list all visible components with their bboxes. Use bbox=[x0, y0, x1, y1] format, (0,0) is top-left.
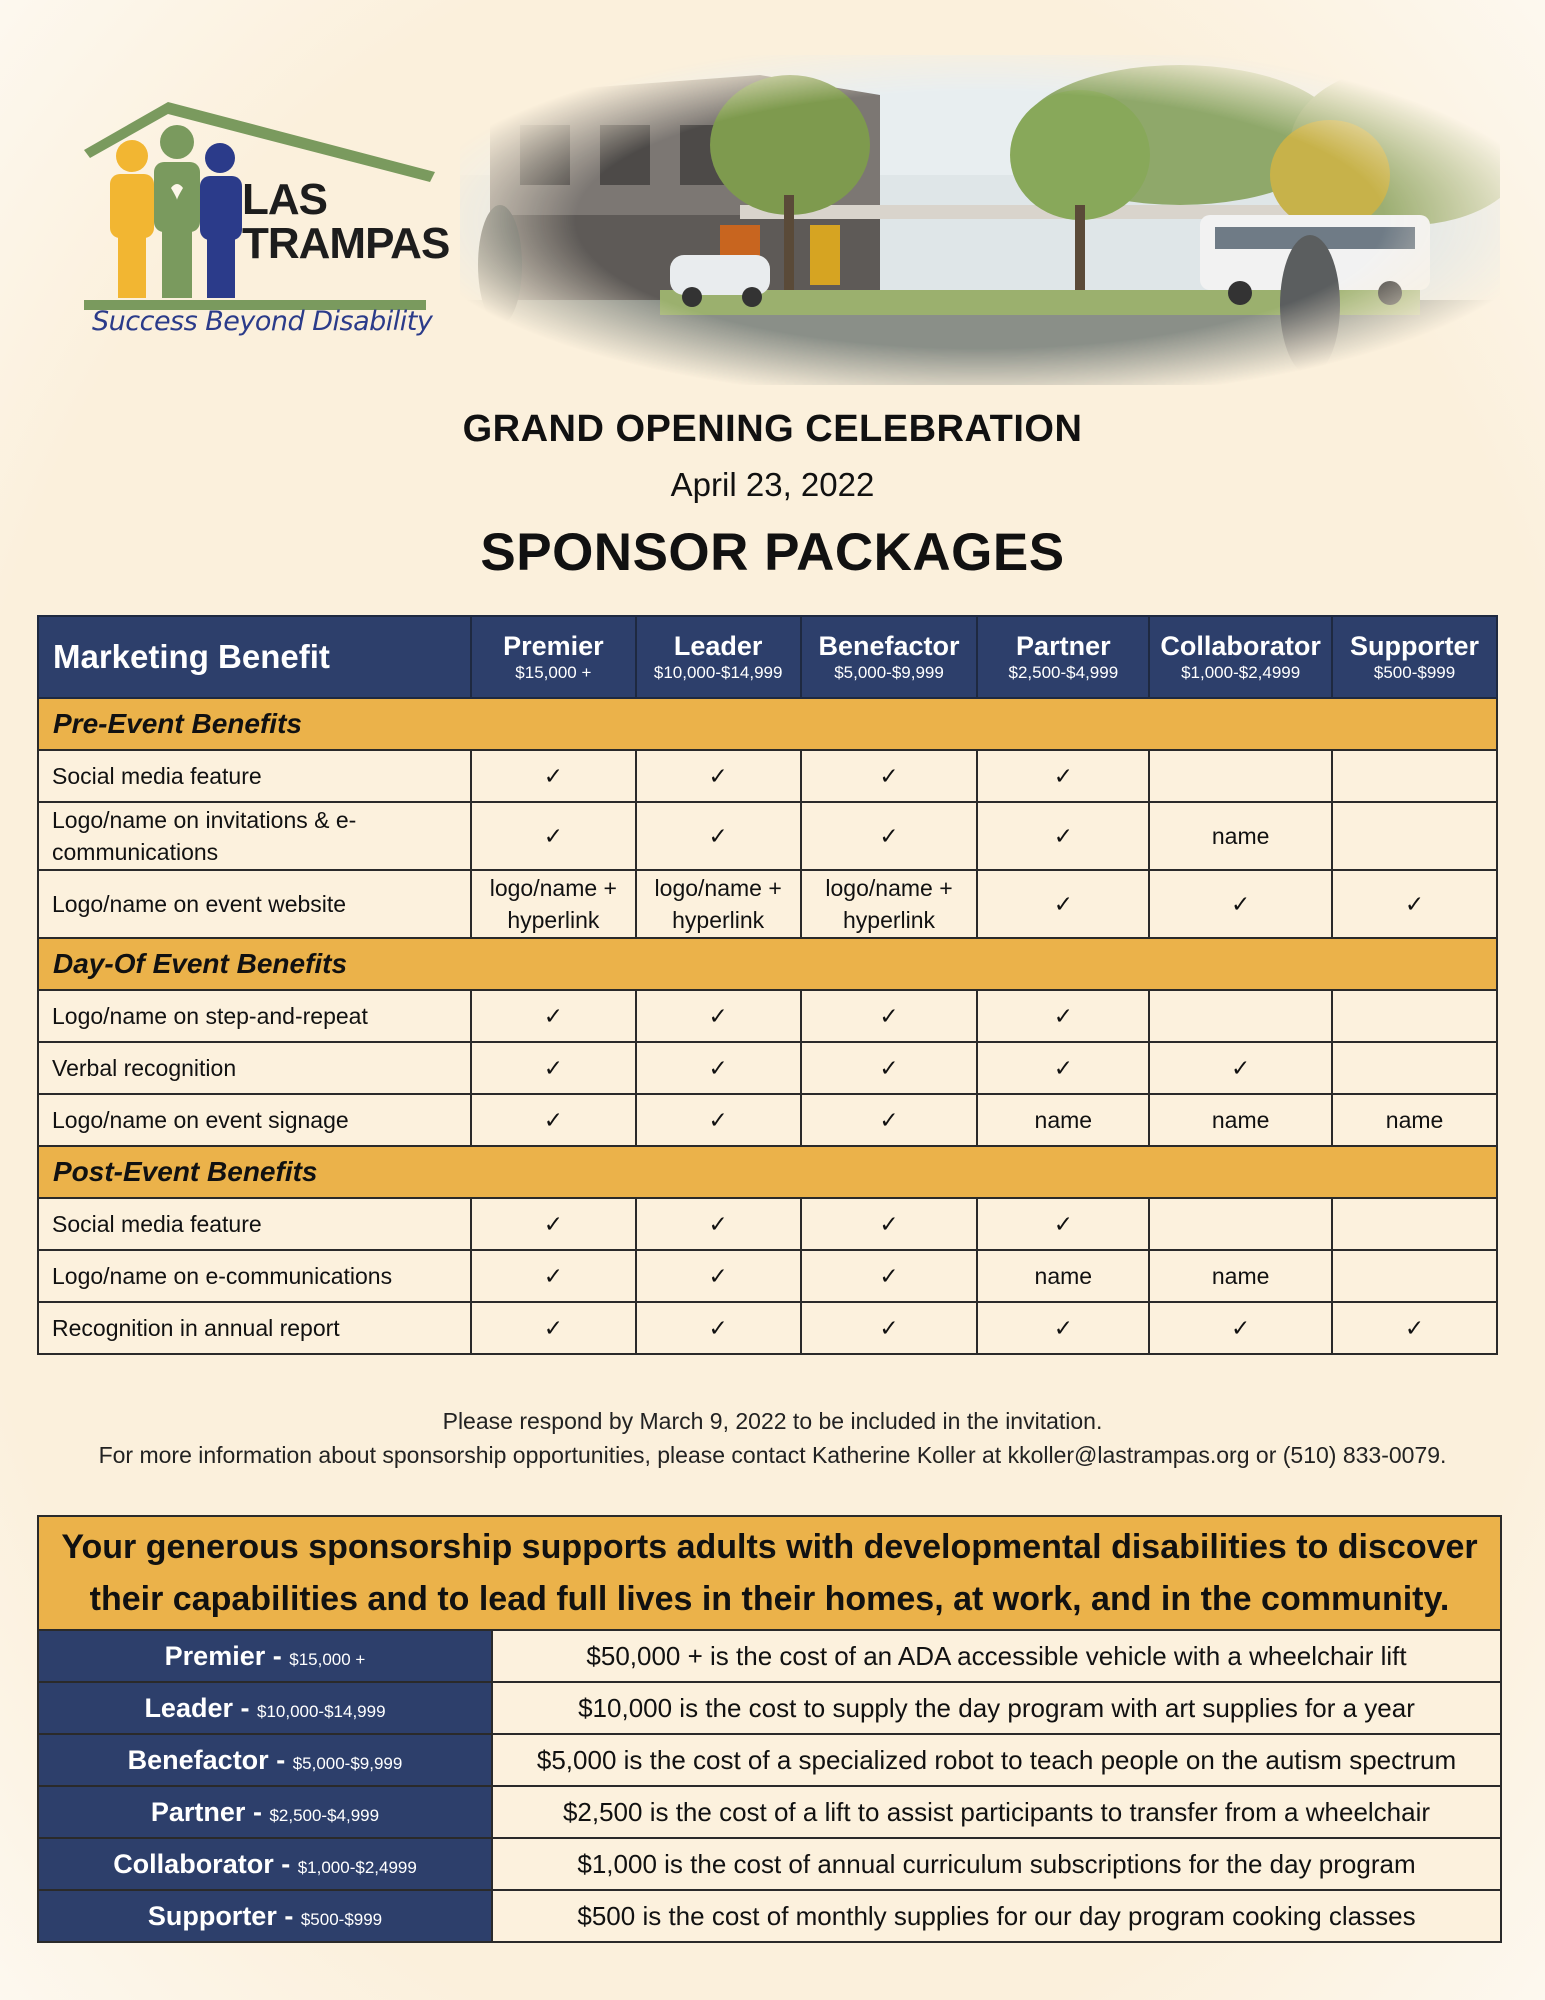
section-title: Post-Event Benefits bbox=[38, 1146, 1497, 1198]
benefit-label: Social media feature bbox=[38, 750, 471, 802]
table-cell: ✓ bbox=[801, 990, 978, 1042]
table-cell: ✓ bbox=[801, 1094, 978, 1146]
table-row bbox=[39, 1890, 1500, 1941]
building-photo bbox=[460, 55, 1500, 385]
table-cell bbox=[1332, 1198, 1497, 1250]
tier-price: $5,000-$9,999 bbox=[292, 1753, 403, 1773]
table-cell: ✓ bbox=[977, 1302, 1149, 1354]
benefit-label: Logo/name on event signage bbox=[38, 1094, 471, 1146]
benefit-label: Logo/name on e-communications bbox=[38, 1250, 471, 1302]
event-title: GRAND OPENING CELEBRATION bbox=[462, 408, 1083, 450]
table-row bbox=[39, 1734, 1500, 1786]
benefit-label: Social media feature bbox=[38, 1198, 471, 1250]
table-cell: ✓ bbox=[977, 870, 1149, 938]
table-cell: ✓ bbox=[801, 802, 978, 870]
impact-description: $500 is the cost of monthly supplies for our day program cooking classes bbox=[492, 1890, 1500, 1941]
table-cell bbox=[1149, 1198, 1332, 1250]
tier-price: $2,500-$4,999 bbox=[1008, 663, 1119, 682]
benefit-label: Logo/name on event website bbox=[38, 870, 471, 938]
table-cell: name bbox=[977, 1250, 1149, 1302]
tier-price: $1,000-$2,4999 bbox=[297, 1857, 417, 1877]
table-row bbox=[38, 1094, 1497, 1146]
tier-name: Collaborator bbox=[1160, 631, 1321, 661]
table-cell: ✓ bbox=[801, 1198, 978, 1250]
table-row bbox=[39, 1786, 1500, 1838]
table-row bbox=[38, 990, 1497, 1042]
benefit-label: Logo/name on invitations & e-communications bbox=[38, 802, 471, 870]
table-cell: ✓ bbox=[1332, 1302, 1497, 1354]
tier-price: $500-$999 bbox=[1373, 663, 1456, 682]
table-cell: ✓ bbox=[471, 1042, 636, 1094]
table-cell: ✓ bbox=[636, 1250, 801, 1302]
tier-name: Benefactor bbox=[127, 1744, 269, 1775]
table-cell bbox=[1332, 1250, 1497, 1302]
table-cell: ✓ bbox=[977, 1198, 1149, 1250]
table-cell: ✓ bbox=[636, 1198, 801, 1250]
tier-price: $15,000 + bbox=[289, 1649, 366, 1669]
tier-price: $15,000 + bbox=[515, 663, 592, 682]
table-cell: name bbox=[1149, 1250, 1332, 1302]
table-cell: ✓ bbox=[471, 1094, 636, 1146]
impact-description: $5,000 is the cost of a specialized robot to teach people on the autism spectrum bbox=[492, 1734, 1500, 1786]
table-cell: name bbox=[1149, 802, 1332, 870]
table-cell: name bbox=[1149, 1094, 1332, 1146]
table-cell: ✓ bbox=[471, 1250, 636, 1302]
table-cell: ✓ bbox=[977, 1042, 1149, 1094]
table-cell: ✓ bbox=[636, 990, 801, 1042]
table-cell: ✓ bbox=[471, 990, 636, 1042]
tier-name: Partner bbox=[1016, 631, 1111, 661]
table-cell: ✓ bbox=[801, 1250, 978, 1302]
benefit-label: Logo/name on step-and-repeat bbox=[38, 990, 471, 1042]
impact-tier: Premier - $15,000 + bbox=[39, 1630, 492, 1682]
logo-wordmark bbox=[242, 175, 450, 268]
impact-tier: Supporter - $500-$999 bbox=[39, 1890, 492, 1941]
table-cell bbox=[1332, 802, 1497, 870]
tier-price: $2,500-$4,999 bbox=[269, 1805, 380, 1825]
impact-tier: Leader - $10,000-$14,999 bbox=[39, 1682, 492, 1734]
table-cell: ✓ bbox=[801, 1042, 978, 1094]
tier-header-benefactor bbox=[801, 616, 978, 698]
tier-price: $1,000-$2,4999 bbox=[1181, 663, 1301, 682]
tier-header-premier bbox=[471, 616, 636, 698]
impact-description: $50,000 + is the cost of an ADA accessible vehicle with a wheelchair lift bbox=[492, 1630, 1500, 1682]
las-trampas-logo bbox=[80, 100, 450, 350]
tier-price: $10,000-$14,999 bbox=[653, 663, 783, 682]
table-cell: ✓ bbox=[1332, 870, 1497, 938]
table-row bbox=[38, 1302, 1497, 1354]
table-cell: logo/name + hyperlink bbox=[471, 870, 636, 938]
sponsorship-impact-block bbox=[37, 1515, 1502, 1943]
table-row bbox=[39, 1630, 1500, 1682]
section-title: Day-Of Event Benefits bbox=[38, 938, 1497, 990]
section-header-pre-event bbox=[38, 698, 1497, 750]
tier-name: Leader bbox=[673, 631, 763, 661]
logo-tagline: Success Beyond Disability bbox=[92, 306, 433, 337]
table-cell: ✓ bbox=[636, 1042, 801, 1094]
tier-header-collaborator bbox=[1149, 616, 1332, 698]
table-cell: ✓ bbox=[471, 1302, 636, 1354]
section-header-post-event bbox=[38, 1146, 1497, 1198]
tier-price: $500-$999 bbox=[300, 1909, 383, 1929]
table-row bbox=[38, 750, 1497, 802]
marketing-benefit-header: Marketing Benefit bbox=[38, 616, 471, 698]
impact-tier: Collaborator - $1,000-$2,4999 bbox=[39, 1838, 492, 1890]
table-cell: ✓ bbox=[471, 1198, 636, 1250]
table-cell: logo/name + hyperlink bbox=[801, 870, 978, 938]
benefits-table bbox=[37, 615, 1498, 1355]
table-cell: ✓ bbox=[471, 750, 636, 802]
table-cell: ✓ bbox=[471, 802, 636, 870]
impact-description: $2,500 is the cost of a lift to assist participants to transfer from a wheelchair bbox=[492, 1786, 1500, 1838]
impact-tier: Benefactor - $5,000-$9,999 bbox=[39, 1734, 492, 1786]
impact-headline: Your generous sponsorship supports adults with developmental disabilities to discover their capabilities and to lead full lives in their homes, at work, and in the community. bbox=[39, 1517, 1500, 1629]
table-row bbox=[38, 870, 1497, 938]
table-cell: ✓ bbox=[1149, 1302, 1332, 1354]
impact-description: $1,000 is the cost of annual curriculum subscriptions for the day program bbox=[492, 1838, 1500, 1890]
table-cell: ✓ bbox=[977, 990, 1149, 1042]
impact-description: $10,000 is the cost to supply the day program with art supplies for a year bbox=[492, 1682, 1500, 1734]
section-title: Pre-Event Benefits bbox=[38, 698, 1497, 750]
table-cell: logo/name + hyperlink bbox=[636, 870, 801, 938]
table-cell: ✓ bbox=[801, 750, 978, 802]
table-cell bbox=[1149, 990, 1332, 1042]
tier-price: $5,000-$9,999 bbox=[834, 663, 944, 682]
tier-name: Leader bbox=[144, 1692, 233, 1723]
table-cell: ✓ bbox=[1149, 870, 1332, 938]
tier-name: Supporter bbox=[147, 1900, 277, 1931]
table-cell: ✓ bbox=[977, 802, 1149, 870]
tier-name: Premier bbox=[503, 631, 604, 661]
impact-tier: Partner - $2,500-$4,999 bbox=[39, 1786, 492, 1838]
tier-header-partner bbox=[977, 616, 1149, 698]
benefit-label: Recognition in annual report bbox=[38, 1302, 471, 1354]
respond-by-note: Please respond by March 9, 2022 to be included in the invitation. bbox=[442, 1408, 1103, 1434]
table-row bbox=[39, 1838, 1500, 1890]
tier-header-leader bbox=[636, 616, 801, 698]
table-cell: ✓ bbox=[636, 1094, 801, 1146]
table-cell: ✓ bbox=[801, 1302, 978, 1354]
table-cell bbox=[1149, 750, 1332, 802]
table-cell: name bbox=[977, 1094, 1149, 1146]
tier-name: Premier bbox=[164, 1640, 266, 1671]
tier-header-supporter bbox=[1332, 616, 1497, 698]
table-cell bbox=[1332, 750, 1497, 802]
table-cell: ✓ bbox=[636, 750, 801, 802]
tier-name: Supporter bbox=[1350, 631, 1480, 661]
contact-note: For more information about sponsorship opportunities, please contact Katherine Koller at kkoller@lastrampas.org or (510) 833-0079. bbox=[98, 1442, 1447, 1468]
logo-name-line2: TRAMPAS bbox=[242, 219, 450, 268]
tier-name: Collaborator bbox=[113, 1848, 274, 1879]
impact-table bbox=[39, 1629, 1500, 1941]
table-cell: ✓ bbox=[1149, 1042, 1332, 1094]
table-row bbox=[38, 802, 1497, 870]
table-row bbox=[38, 1250, 1497, 1302]
tier-name: Partner bbox=[150, 1796, 246, 1827]
table-cell: ✓ bbox=[977, 750, 1149, 802]
benefit-label: Verbal recognition bbox=[38, 1042, 471, 1094]
tier-price: $10,000-$14,999 bbox=[256, 1701, 386, 1721]
table-cell bbox=[1332, 990, 1497, 1042]
table-cell bbox=[1332, 1042, 1497, 1094]
table-header-row bbox=[38, 616, 1497, 698]
table-row bbox=[39, 1682, 1500, 1734]
tier-name: Benefactor bbox=[818, 631, 960, 661]
table-cell: name bbox=[1332, 1094, 1497, 1146]
table-cell: ✓ bbox=[636, 802, 801, 870]
table-cell: ✓ bbox=[636, 1302, 801, 1354]
event-date: April 23, 2022 bbox=[670, 466, 875, 503]
table-row bbox=[38, 1042, 1497, 1094]
sponsor-packages-title: SPONSOR PACKAGES bbox=[480, 523, 1065, 582]
section-header-day-of-event bbox=[38, 938, 1497, 990]
logo-name-line1: LAS bbox=[242, 175, 327, 224]
table-row bbox=[38, 1198, 1497, 1250]
